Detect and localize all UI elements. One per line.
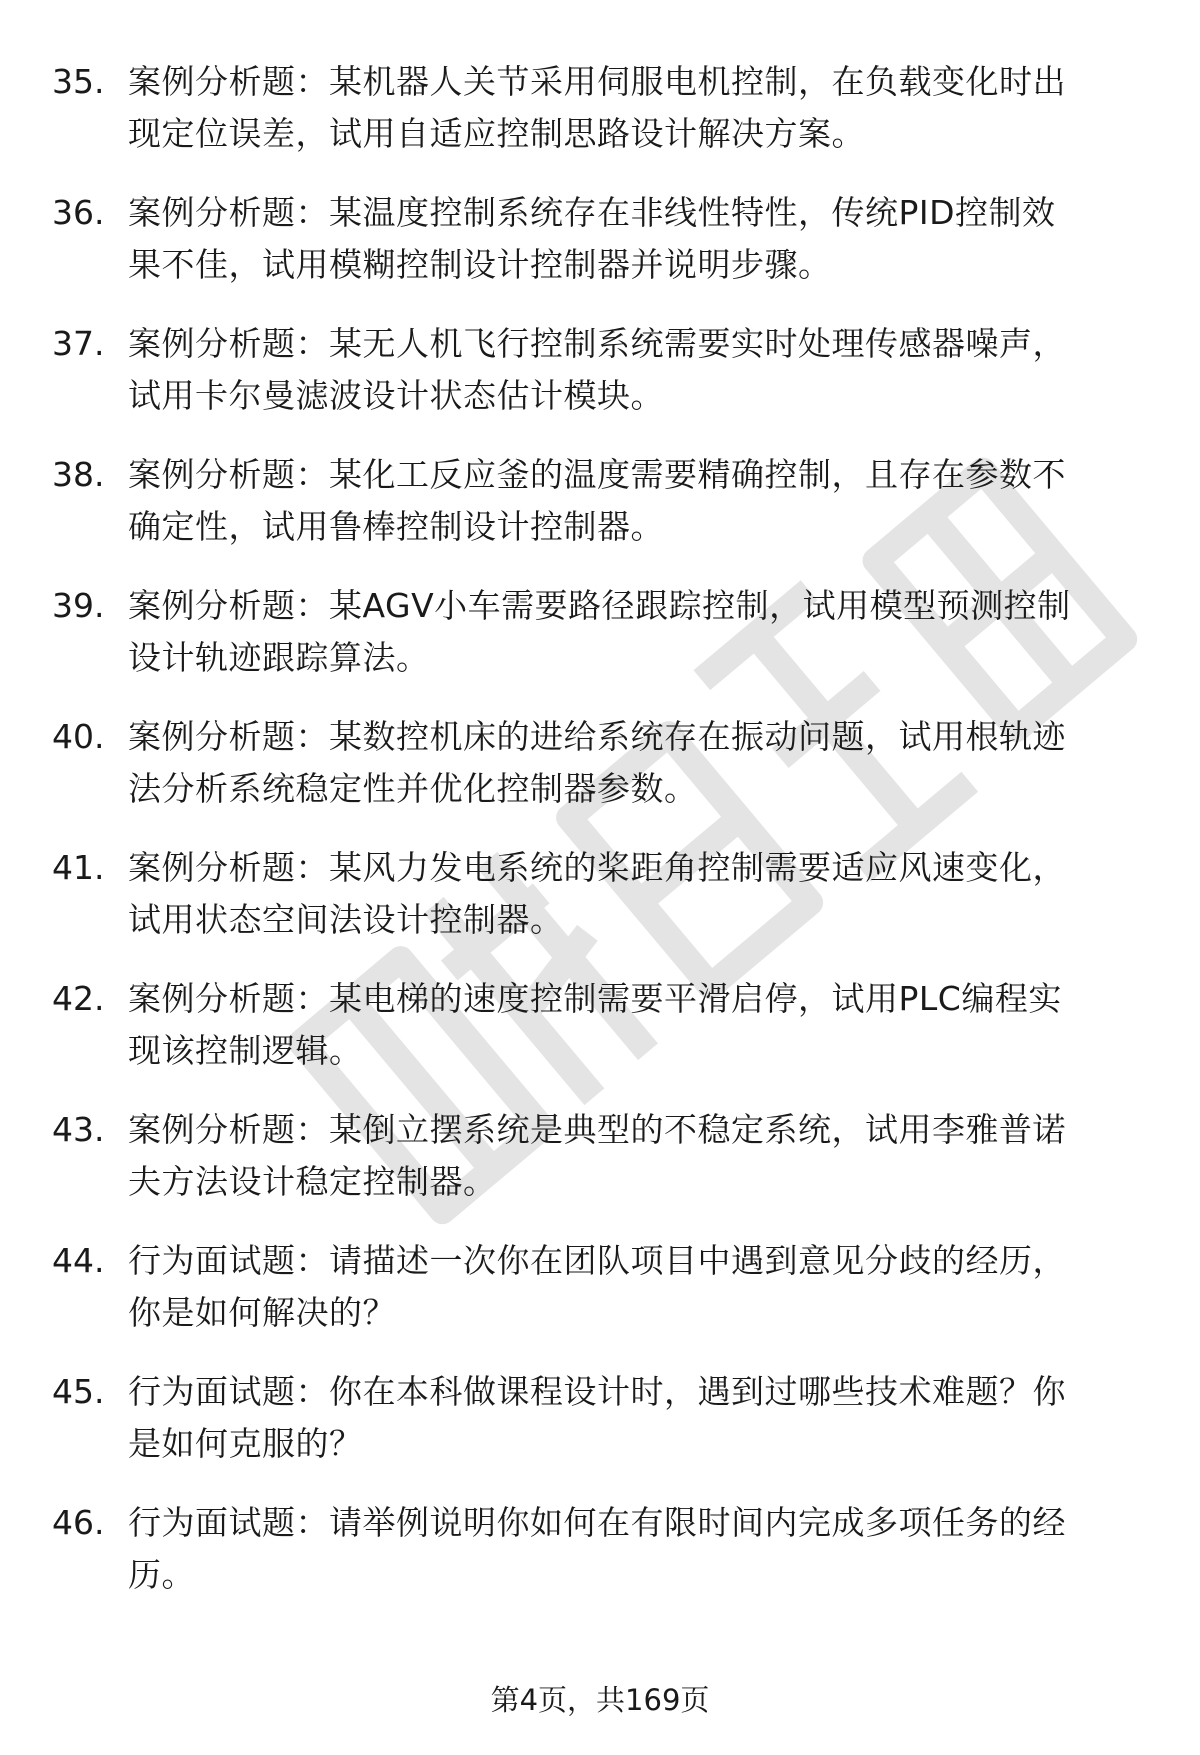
- question-text: [128, 580, 1138, 684]
- question-line: 法分析系统稳定性并优化控制器参数。: [128, 769, 698, 808]
- question-line: 行为面试题：请描述一次你在团队项目中遇到意见分歧的经历，: [128, 1241, 1066, 1280]
- question-number: 44.: [52, 1241, 105, 1280]
- page-footer: 第4页，共169页: [490, 1683, 710, 1717]
- question-line: 案例分析题：某数控机床的进给系统存在振动问题，试用根轨迹: [128, 717, 1066, 756]
- question-item: [0, 1104, 1200, 1235]
- question-number: 39.: [52, 586, 105, 625]
- question-number: 40.: [52, 717, 105, 756]
- question-text: [128, 1235, 1138, 1339]
- question-text: [128, 711, 1138, 815]
- question-line: 案例分析题：某倒立摆系统是典型的不稳定系统，试用李雅普诺: [128, 1110, 1066, 1149]
- question-item: [0, 1497, 1200, 1628]
- question-text: [128, 56, 1138, 160]
- question-line: 夫方法设计稳定控制器。: [128, 1162, 497, 1201]
- question-text: [128, 842, 1138, 946]
- question-line: 行为面试题：请举例说明你如何在有限时间内完成多项任务的经: [128, 1503, 1066, 1542]
- question-line: 确定性，试用鲁棒控制设计控制器。: [128, 507, 664, 546]
- question-text: [128, 1104, 1138, 1208]
- question-line: 试用卡尔曼滤波设计状态估计模块。: [128, 376, 664, 415]
- question-line: 试用状态空间法设计控制器。: [128, 900, 564, 939]
- question-line: 案例分析题：某温度控制系统存在非线性特性，传统PID控制效: [128, 193, 1056, 232]
- question-number: 38.: [52, 455, 105, 494]
- question-line: 案例分析题：某机器人关节采用伺服电机控制，在负载变化时出: [128, 62, 1066, 101]
- question-number: 46.: [52, 1503, 105, 1542]
- question-text: [128, 973, 1138, 1077]
- question-line: 历。: [128, 1555, 195, 1594]
- question-number: 35.: [52, 62, 105, 101]
- question-item: [0, 1235, 1200, 1366]
- question-item: [0, 187, 1200, 318]
- question-number: 43.: [52, 1110, 105, 1149]
- question-line: 案例分析题：某化工反应釜的温度需要精确控制，且存在参数不: [128, 455, 1066, 494]
- question-line: 行为面试题：你在本科做课程设计时，遇到过哪些技术难题？你: [128, 1372, 1066, 1411]
- question-text: [128, 187, 1138, 291]
- question-item: [0, 580, 1200, 711]
- question-line: 是如何克服的？: [128, 1424, 363, 1463]
- question-text: [128, 449, 1138, 553]
- question-number: 41.: [52, 848, 105, 887]
- question-text: [128, 1366, 1138, 1470]
- question-item: [0, 842, 1200, 973]
- question-number: 42.: [52, 979, 105, 1018]
- question-text: [128, 318, 1138, 422]
- question-number: 36.: [52, 193, 105, 232]
- question-line: 现定位误差，试用自适应控制思路设计解决方案。: [128, 114, 865, 153]
- question-item: [0, 318, 1200, 449]
- question-line: 你是如何解决的？: [128, 1293, 396, 1332]
- question-item: [0, 449, 1200, 580]
- question-line: 案例分析题：某无人机飞行控制系统需要实时处理传感器噪声，: [128, 324, 1066, 363]
- question-list: [0, 56, 1200, 1628]
- question-line: 案例分析题：某AGV小车需要路径跟踪控制，试用模型预测控制: [128, 586, 1071, 625]
- question-line: 果不佳，试用模糊控制设计控制器并说明步骤。: [128, 245, 832, 284]
- question-item: [0, 711, 1200, 842]
- question-line: 现该控制逻辑。: [128, 1031, 363, 1070]
- question-line: 案例分析题：某电梯的速度控制需要平滑启停，试用PLC编程实: [128, 979, 1062, 1018]
- question-line: 案例分析题：某风力发电系统的桨距角控制需要适应风速变化，: [128, 848, 1066, 887]
- question-text: [128, 1497, 1138, 1601]
- question-number: 37.: [52, 324, 105, 363]
- question-item: [0, 973, 1200, 1104]
- question-line: 设计轨迹跟踪算法。: [128, 638, 430, 677]
- question-number: 45.: [52, 1372, 105, 1411]
- question-item: [0, 1366, 1200, 1497]
- question-item: [0, 56, 1200, 187]
